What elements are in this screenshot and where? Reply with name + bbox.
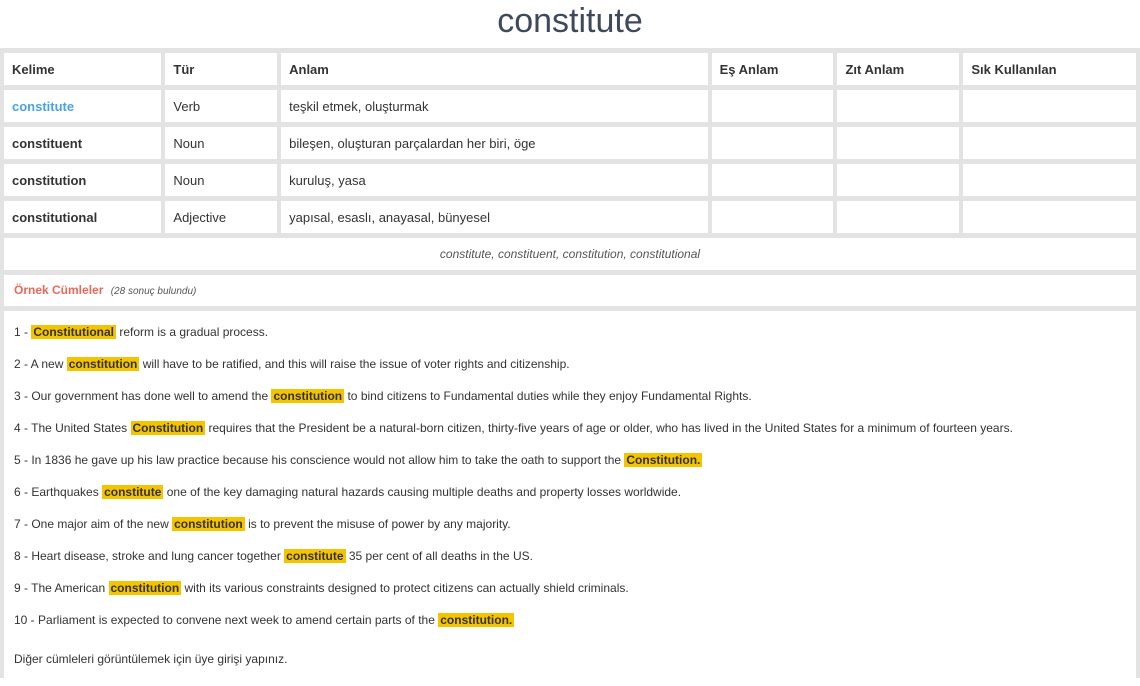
- word-synonym: [712, 164, 834, 196]
- highlighted-word: constitution: [110, 581, 180, 595]
- word-panel: [0, 48, 1140, 678]
- login-note: Diğer cümleleri görüntülemek için üye girişi yapınız.: [14, 652, 288, 666]
- word-frequent: [963, 164, 1136, 196]
- highlighted-word: constitution: [273, 389, 343, 403]
- example-sentence: [14, 380, 1126, 412]
- word-type: Noun: [165, 127, 277, 159]
- header-antonym: Zıt Anlam: [837, 53, 959, 85]
- word-meaning: bileşen, oluşturan parçalardan her biri, öge: [281, 127, 708, 159]
- example-sentence: [14, 476, 1126, 508]
- highlighted-word: constitution.: [440, 613, 513, 627]
- sentence-text: 35 per cent of all deaths in the US.: [345, 549, 533, 563]
- example-sentence: [14, 348, 1126, 380]
- sentence-text: will have to be ratified, and this will raise the issue of voter rights and citizenship.: [139, 357, 570, 371]
- sentence-text: 10 - Parliament is expected to convene next week to amend certain parts of the: [14, 613, 439, 627]
- word-antonym: [837, 90, 959, 122]
- header-synonym: Eş Anlam: [712, 53, 834, 85]
- word-synonym: [712, 90, 834, 122]
- header-word: Kelime: [4, 53, 161, 85]
- highlighted-word: constitute: [104, 485, 162, 499]
- examples-label: Örnek Cümleler: [14, 283, 104, 297]
- header-frequent: Sık Kullanılan: [963, 53, 1136, 85]
- word-table: [0, 48, 1140, 238]
- word-antonym: [837, 127, 959, 159]
- word-meaning: kuruluş, yasa: [281, 164, 708, 196]
- word-meaning: teşkil etmek, oluşturmak: [281, 90, 708, 122]
- word-frequent: [963, 127, 1136, 159]
- header-type: Tür: [165, 53, 277, 85]
- word-link[interactable]: constituent: [4, 127, 161, 159]
- table-row: [4, 201, 1136, 233]
- examples-header: [4, 275, 1136, 306]
- highlighted-word: Constitution: [132, 421, 204, 435]
- word-link[interactable]: constitutional: [4, 201, 161, 233]
- table-row: [4, 127, 1136, 159]
- sentence-text: 3 - Our government has done well to amend the: [14, 389, 272, 403]
- sentence-text: requires that the President be a natural-born citizen, thirty-five years of age or older, who has lived in the United States for a minimum of fourteen years.: [205, 421, 1013, 435]
- sentence-text: 5 - In 1836 he gave up his law practice because his conscience would not allow him to take the oath to support the: [14, 453, 625, 467]
- example-sentence: [14, 412, 1126, 444]
- highlighted-word: Constitutional: [33, 325, 114, 339]
- highlighted-word: constitution: [68, 357, 138, 371]
- sentence-text: is to prevent the misuse of power by any majority.: [244, 517, 511, 531]
- example-sentence: [14, 604, 1126, 636]
- word-type: Verb: [165, 90, 277, 122]
- sentence-text: reform is a gradual process.: [116, 325, 269, 339]
- page-title: constitute: [497, 2, 643, 40]
- highlighted-word: Constitution.: [626, 453, 701, 467]
- word-link[interactable]: constitution: [4, 164, 161, 196]
- word-meaning: yapısal, esaslı, anayasal, bünyesel: [281, 201, 708, 233]
- highlighted-word: constitute: [286, 549, 344, 563]
- sentence-text: 4 - The United States: [14, 421, 131, 435]
- word-type: Noun: [165, 164, 277, 196]
- example-sentence: [14, 508, 1126, 540]
- sentence-text: one of the key damaging natural hazards causing multiple deaths and property losses worldwide.: [163, 485, 682, 499]
- word-frequent: [963, 201, 1136, 233]
- word-type: Adjective: [165, 201, 277, 233]
- header-meaning: Anlam: [281, 53, 708, 85]
- word-frequent: [963, 90, 1136, 122]
- sentence-text: 7 - One major aim of the new: [14, 517, 173, 531]
- sentence-text: 2 - A new: [14, 357, 67, 371]
- word-link[interactable]: constitute: [4, 90, 161, 122]
- example-sentence: [14, 540, 1126, 572]
- table-row: [4, 164, 1136, 196]
- sentence-text: with its various constraints designed to protect citizens can actually shield criminals.: [181, 581, 629, 595]
- examples-count: (28 sonuç bulundu): [110, 286, 197, 297]
- sentence-text: 1 -: [14, 325, 32, 339]
- example-sentence: [14, 444, 1126, 476]
- sentence-text: 8 - Heart disease, stroke and lung cancer together: [14, 549, 285, 563]
- example-sentence: [14, 572, 1126, 604]
- word-synonym: [712, 201, 834, 233]
- word-antonym: [837, 201, 959, 233]
- word-family-summary: constitute, constituent, constitution, constitutional: [4, 238, 1136, 270]
- sentence-text: 9 - The American: [14, 581, 109, 595]
- word-synonym: [712, 127, 834, 159]
- word-antonym: [837, 164, 959, 196]
- example-sentence: [14, 316, 1126, 348]
- example-sentences: [4, 311, 1136, 678]
- table-header-row: [4, 53, 1136, 85]
- highlighted-word: constitution: [174, 517, 243, 531]
- table-row: [4, 90, 1136, 122]
- sentence-text: to bind citizens to Fundamental duties while they enjoy Fundamental Rights.: [344, 389, 752, 403]
- sentence-text: 6 - Earthquakes: [14, 485, 103, 499]
